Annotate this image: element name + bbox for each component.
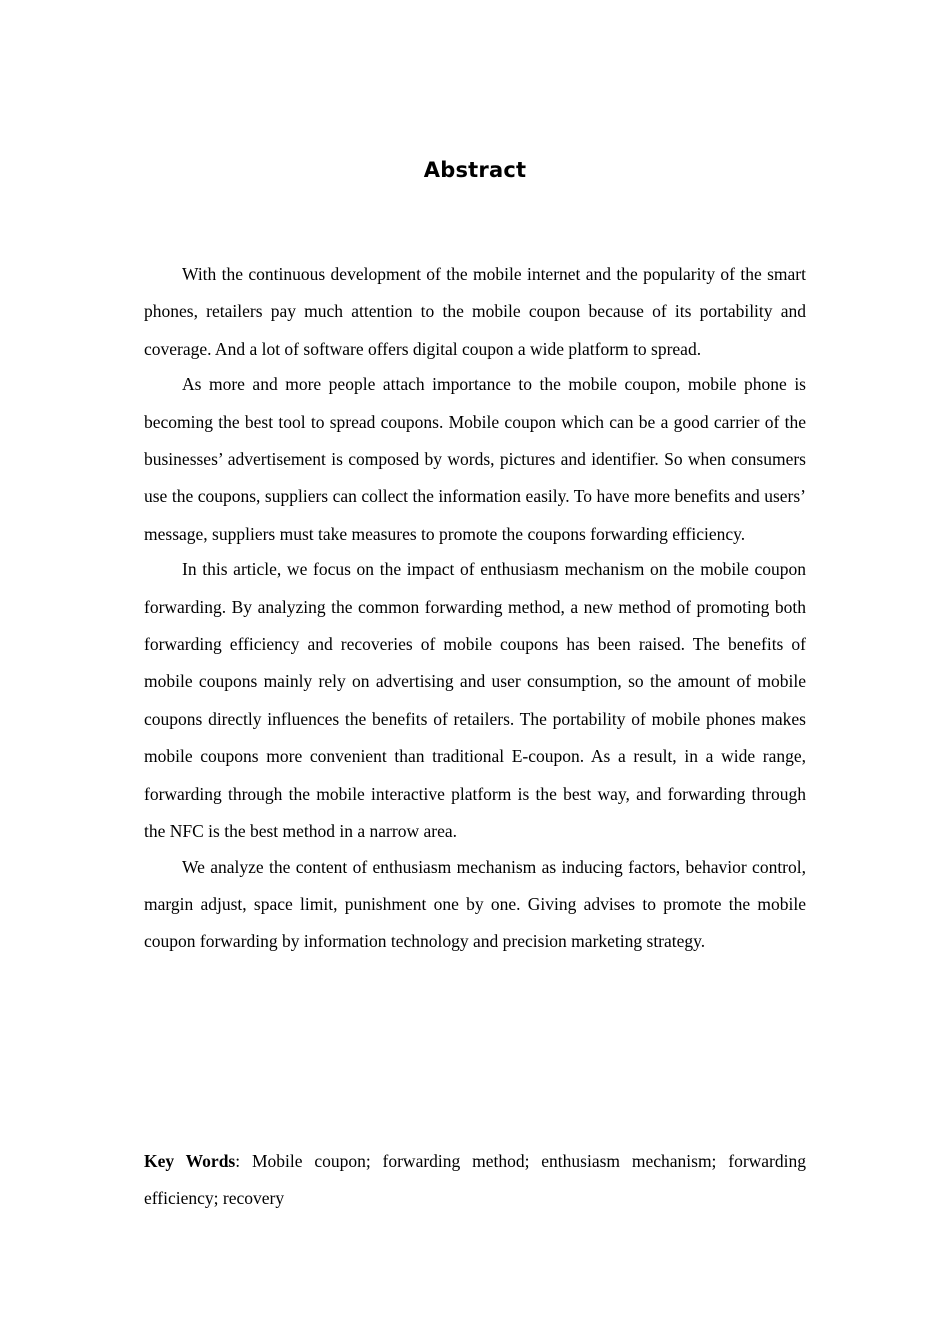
- abstract-paragraph: We analyze the content of enthusiasm mechanism as inducing factors, behavior control, margin adjust, space limit, punishment one by one. Giving advises to promote the mobile coupon forwarding by information technology and precision marketing strategy.: [144, 856, 806, 952]
- page-title: Abstract: [423, 158, 527, 182]
- abstract-paragraph: As more and more people attach importance to the mobile coupon, mobile phone is becoming the best tool to spread coupons. Mobile coupon which can be a good carrier of the businesses’ advertisement is composed by words, pictures and identifier. So when consumers use the coupons, suppliers can collect the information easily. To have more benefits and users’ message, suppliers must take measures to promote the coupons forwarding efficiency.: [144, 374, 806, 544]
- abstract-body: [144, 256, 806, 961]
- keywords-text: : Mobile coupon; forwarding method; enthusiasm mechanism; forwarding efficiency; recovery: [144, 1151, 806, 1209]
- keywords-line: [144, 1143, 806, 1218]
- abstract-paragraph: In this article, we focus on the impact of enthusiasm mechanism on the mobile coupon forwarding. By analyzing the common forwarding method, a new method of promoting both forwarding efficiency and recoveries of mobile coupons has been raised. The benefits of mobile coupons mainly rely on advertising and user consumption, so the amount of mobile coupons directly influences the benefits of retailers. The portability of mobile phones makes mobile coupons more convenient than traditional E-coupon. As a result, in a wide range, forwarding through the mobile interactive platform is the best way, and forwarding through the NFC is the best method in a narrow area.: [144, 559, 806, 842]
- keywords-label: Key Words: [144, 1151, 236, 1171]
- abstract-paragraph: With the continuous development of the mobile internet and the popularity of the smart phones, retailers pay much attention to the mobile coupon because of its portability and coverage. And a lot of software offers digital coupon a wide platform to spread.: [144, 264, 806, 359]
